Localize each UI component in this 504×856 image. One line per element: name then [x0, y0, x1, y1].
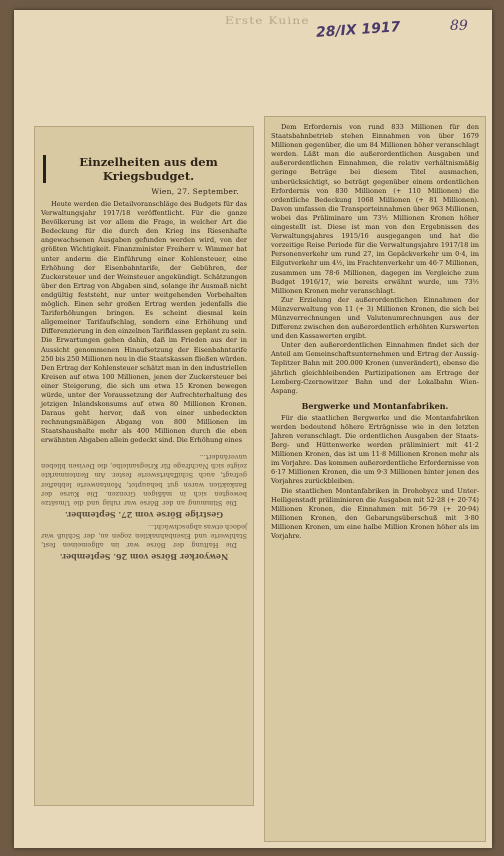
upside-down-paragraph: Die Haltung der Börse war im allgemeinen fest, Stahlwerte und Eisenbahnaktien zogen an, der Schluß war jedoch etwas abgeschwächt... — [41, 522, 247, 549]
archive-stamp: Erste Kuine — [224, 16, 310, 27]
sheet-number: 89 — [450, 18, 468, 34]
right-newspaper-clipping — [264, 116, 486, 842]
article-paragraph: Dem Erfordernis von rund 833 Millionen für den Staatsbahnbetrieb stehen Einnahmen von über 1679 Millionen gegenüber, die um 84 Millionen höher veranschlagt werden. Läßt man die außerordentlichen Ausgaben und außerordentlichen Einnahmen, die relativ verhältnismäßig geringe Beträge bei diesem Titel ausmachen, unberücksichtigt, so beträgt gegenüber einem ordentlichen Erfordernis von 830 Millionen (+ 110 Millionen) die ordentliche Bedeckung 1068 Millionen (+ 81 Millionen). Davon umfassen die Transporteinnahmen über 963 Millionen, wobei das Präliminare um 73½ Millionen Kronen höher eingestellt ist. Diese ist man von den Ergebnissen des Verwaltungsjahres 1915/16 ausgegangen und hat die vorzeitige Reise Periode für die Verwaltungsjahre 1917/18 im Personenverkehr um rund 27, im Gepäckverkehr um 0·4, im Eilgutverkehr um 4½, im Frachtenverkehr um 46·7 Millionen, zusammen um 78·6 Millionen, dagegen im Vergleiche zum Budget 1916/17, wie bereits erwähnt wurde, um 73½ Millionen Kronen mehr veranschlagt. — [271, 123, 479, 295]
section-heading: Bergwerke und Montanfabriken. — [301, 400, 449, 411]
upside-down-heading: Gestrige Börse vom 27. September. — [64, 509, 224, 520]
upside-down-clipping — [35, 452, 253, 562]
left-newspaper-clipping — [34, 126, 254, 806]
upside-down-paragraph: Die Stimmung an der Börse war ruhig und die Umsätze bewegten sich in mäßigen Grenzen. Die Kurse der Bankaktien waren gut behauptet, Montanwerte lebhafter gefragt, auch Schiffahrtswerte fester. Am Rentenmarkte zeigte sich Nachfrage für Kriegsanleihe, die Devisen blieben unverändert... — [41, 452, 247, 507]
article-paragraph: Die staatlichen Montanfabriken in Drohobycz und Unter-Heiligenstadt präliminieren die Ausgaben mit 52·28 (+ 20·74) Millionen Kronen, die Einnahmen mit 56·79 (+ 20·94) Millionen Kronen, den Gebarungsüberschuß mit 3·80 Millionen Kronen, um eine halbe Million Kronen höher als im Vorjahre. — [271, 486, 479, 541]
article-headline: Einzelheiten aus dem Kriegsbudget. — [43, 155, 245, 183]
upside-down-heading: Newyorker Börse vom 26. September. — [59, 551, 229, 562]
archive-sheet — [14, 10, 492, 848]
article-paragraph: Für die staatlichen Bergwerke und die Montanfabriken werden bedeutend höhere Erträgnisse wie in den letzten Jahren veranschlagt. Die ordentlichen Ausgaben der Staats-Berg- und Hüttenwerke werden präliminiert mit 41·2 Millionen Kronen, das ist um 11·8 Millionen Kronen mehr als im Vorjahre. Das kommen außerordentliche Erfordernisse von 6·17 Millionen Kronen, die um 9·3 Millionen hinter jenen des Vorjahres zurückbleiben. — [271, 413, 479, 486]
article-dateline: Wien, 27. September. — [151, 187, 239, 196]
article-paragraph: Zur Erzielung der außerordentlichen Einnahmen der Münzverwaltung von 11 (+ 3) Millionen Kronen, die sich bei Münzverrechnungen und Valutenumrechnungen aus der Differenz zwischen den außerordentlich erhöhten Kurswerten und den Kassawerten ergibt. — [271, 295, 479, 341]
article-paragraph: Unter den außerordentlichen Einnahmen findet sich der Anteil am Gemeinschaftsunternehmen und Ertrag der Aussig-Teplitzer Bahn mit 200.000 Kronen (unverändert), ebenso die jährlich gleichbleibenden Partizipationen am Ertrage der Lemberg-Czernowitzer Bahn und der Lokalbahn Wien-Aspang. — [271, 341, 479, 395]
handwritten-date: 28/IX 1917 — [315, 19, 401, 41]
article-paragraph: Heute werden die Detailvoranschläge des Budgets für das Verwaltungsjahr 1917/18 veröffentlicht. Für die ganze Bevölkerung ist vor allem die Frage, in welcher Art die Bedeckung für die durch den Krieg ins Riesenhafte angewachsenen Ausgaben gefunden werden wird, von der größten Wichtigkeit. Finanzminister Freiherr v. Wimmer hat unter anderm die Einführung einer Kohlensteuer, eine Erhöhung der Eisenbahntarife, der Gebühren, der Zuckersteuer und der Weinsteuer angekündigt. Schätzungen über den Ertrag von Abgaben sind, solange ihr Ausmaß nicht endgültig feststeht, nur unter weitgehenden Vorbehalten möglich. Einen sehr großen Ertrag werden jedenfalls die Tariferhöhungen bringen. Es scheint diesmal kein allgemeiner Tarifaufschlag, sondern eine Erhöhung und Differenzierung in den einzelnen Tarifklassen geplant zu sein. Die Erwartungen gehen dahin, daß im Frieden aus der in Aussicht genommenen Hinaufsetzung der Eisenbahntarife 250 bis 250 Millionen neu in die Staatskassen fließen würden. Den Ertrag der Kohlensteuer schätzt man in den industriellen Kreisen auf etwa 100 Millionen, jenen der Zuckersteuer bei einer Steigerung, die sich um etwa 15 Kronen bewegen würde, unter der Voraussetzung der Aufrechterhaltung des jetzigen Inlandskonsums auf etwa 80 Millionen Kronen. Daraus geht hervor, daß von einer unbedeckten rechnungsmäßigen Abgang von 800 Millionen im Staatshaushalte mehr als 400 Millionen durch die eben erwähnten Abgaben allein gedeckt sind. Die Erhöhung eines — [41, 200, 247, 445]
